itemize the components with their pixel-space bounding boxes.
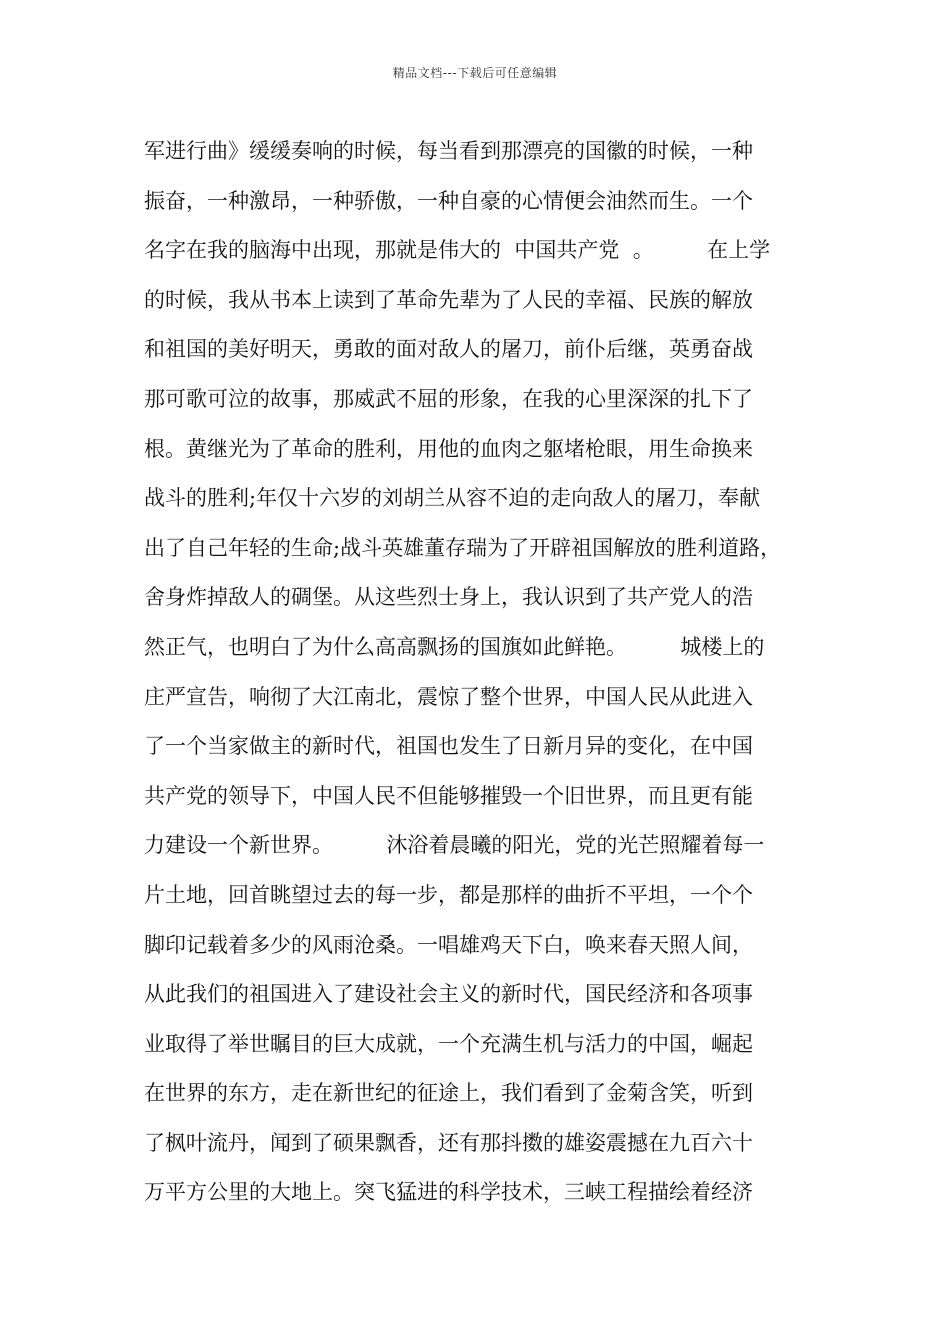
text-line: 振奋，一种激昂，一种骄傲，一种自豪的心情便会油然而生。一个	[144, 188, 753, 213]
text-line: 军进行曲》缓缓奏响的时候，每当看到那漂亮的国徽的时候，一种	[144, 139, 753, 163]
text-line: 从此我们的祖国进入了建设社会主义的新时代，国民经济和各项事	[144, 982, 753, 1007]
text-line: 了一个当家做主的新时代，祖国也发生了日新月异的变化，在中国	[144, 734, 753, 759]
text-line: 根。黄继光为了革命的胜利，用他的血肉之躯堵枪眼，用生命换来	[144, 436, 753, 461]
text-line: 在世界的东方，走在新世纪的征途上，我们看到了金菊含笑，听到	[144, 1081, 753, 1106]
document-body	[144, 131, 810, 1222]
text-line: 名字在我的脑海中出现，那就是伟大的 中国共产党 。 在上学	[144, 238, 771, 263]
text-line: 力建设一个新世界。 沐浴着晨曦的阳光，党的光芒照耀着每一	[144, 833, 765, 858]
text-line: 了枫叶流丹，闻到了硕果飘香，还有那抖擞的雄姿震撼在九百六十	[144, 1130, 753, 1155]
text-line: 那可歌可泣的故事，那威武不屈的形象，在我的心里深深的扎下了	[144, 386, 753, 411]
text-line: 出了自己年轻的生命;战斗英雄董存瑞为了开辟祖国解放的胜利道路，	[144, 535, 782, 560]
text-line: 片土地，回首眺望过去的每一步，都是那样的曲折不平坦，一个个	[144, 882, 753, 907]
text-line: 的时候，我从书本上读到了革命先辈为了人民的幸福、民族的解放	[144, 287, 753, 312]
text-line: 舍身炸掉敌人的碉堡。从这些烈士身上，我认识到了共产党人的浩	[144, 585, 753, 610]
text-line: 然正气，也明白了为什么高高飘扬的国旗如此鲜艳。 城楼上的	[144, 634, 765, 659]
text-line: 业取得了举世瞩目的巨大成就，一个充满生机与活力的中国，崛起	[144, 1031, 753, 1056]
text-line: 万平方公里的大地上。突飞猛进的科学技术，三峡工程描绘着经济	[144, 1180, 753, 1205]
text-line: 脚印记载着多少的风雨沧桑。一唱雄鸡天下白，唤来春天照人间，	[144, 932, 753, 957]
text-line: 庄严宣告，响彻了大江南北，震惊了整个世界，中国人民从此进入	[144, 684, 753, 709]
text-line: 和祖国的美好明天，勇敢的面对敌人的屠刀，前仆后继，英勇奋战	[144, 337, 753, 362]
text-line: 共产党的领导下，中国人民不但能够摧毁一个旧世界，而且更有能	[144, 783, 753, 808]
page-header: 精品文档---下载后可任意编辑	[392, 66, 558, 80]
text-line: 战斗的胜利;年仅十六岁的刘胡兰从容不迫的走向敌人的屠刀，奉献	[144, 486, 761, 511]
